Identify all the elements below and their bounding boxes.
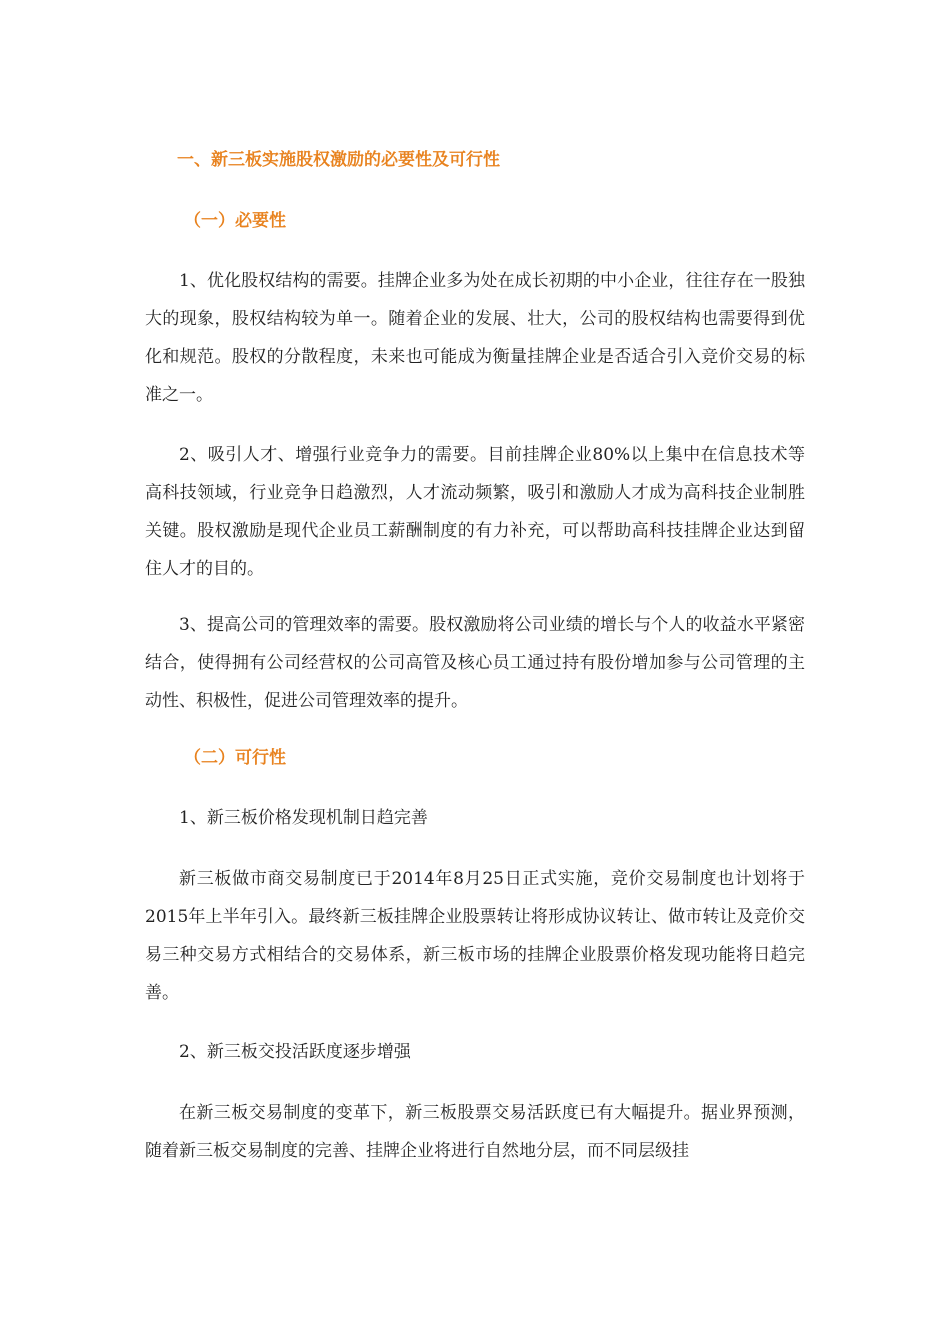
subheading-trading-activity: 2、新三板交投活跃度逐步增强 <box>179 1042 411 1062</box>
subheading-price-discovery: 1、新三板价格发现机制日趋完善 <box>179 808 428 828</box>
paragraph-price-discovery: 新三板做市商交易制度已于2014年8月25日正式实施，竞价交易制度也计划将于2015年上半年引入。最终新三板挂牌企业股票转让将形成协议转让、做市转让及竞价交易三种交易方式相结合的交易体系，新三板市场的挂牌企业股票价格发现功能将日趋完善。 <box>145 869 805 1003</box>
paragraph-necessity-1: 1、优化股权结构的需要。挂牌企业多为处在成长初期的中小企业，往往存在一股独大的现象，股权结构较为单一。随着企业的发展、壮大，公司的股权结构也需要得到优化和规范。股权的分散程度，未来也可能成为衡量挂牌企业是否适合引入竞价交易的标准之一。 <box>145 271 805 405</box>
paragraph-trading-activity: 在新三板交易制度的变革下，新三板股票交易活跃度已有大幅提升。据业界预测，随着新三板交易制度的完善、挂牌企业将进行自然地分层，而不同层级挂 <box>145 1103 805 1161</box>
document-title: 一、新三板实施股权激励的必要性及可行性 <box>177 150 500 170</box>
section-heading-necessity: （一）必要性 <box>184 211 286 231</box>
section-heading-feasibility: （二）可行性 <box>184 748 286 768</box>
paragraph-necessity-3: 3、提高公司的管理效率的需要。股权激励将公司业绩的增长与个人的收益水平紧密结合，使得拥有公司经营权的公司高管及核心员工通过持有股份增加参与公司管理的主动性、积极性，促进公司管理效率的提升。 <box>145 615 805 711</box>
paragraph-necessity-2: 2、吸引人才、增强行业竞争力的需要。目前挂牌企业80%以上集中在信息技术等高科技领域，行业竞争日趋激烈，人才流动频繁，吸引和激励人才成为高科技企业制胜关键。股权激励是现代企业员工薪酬制度的有力补充，可以帮助高科技挂牌企业达到留住人才的目的。 <box>145 445 805 579</box>
